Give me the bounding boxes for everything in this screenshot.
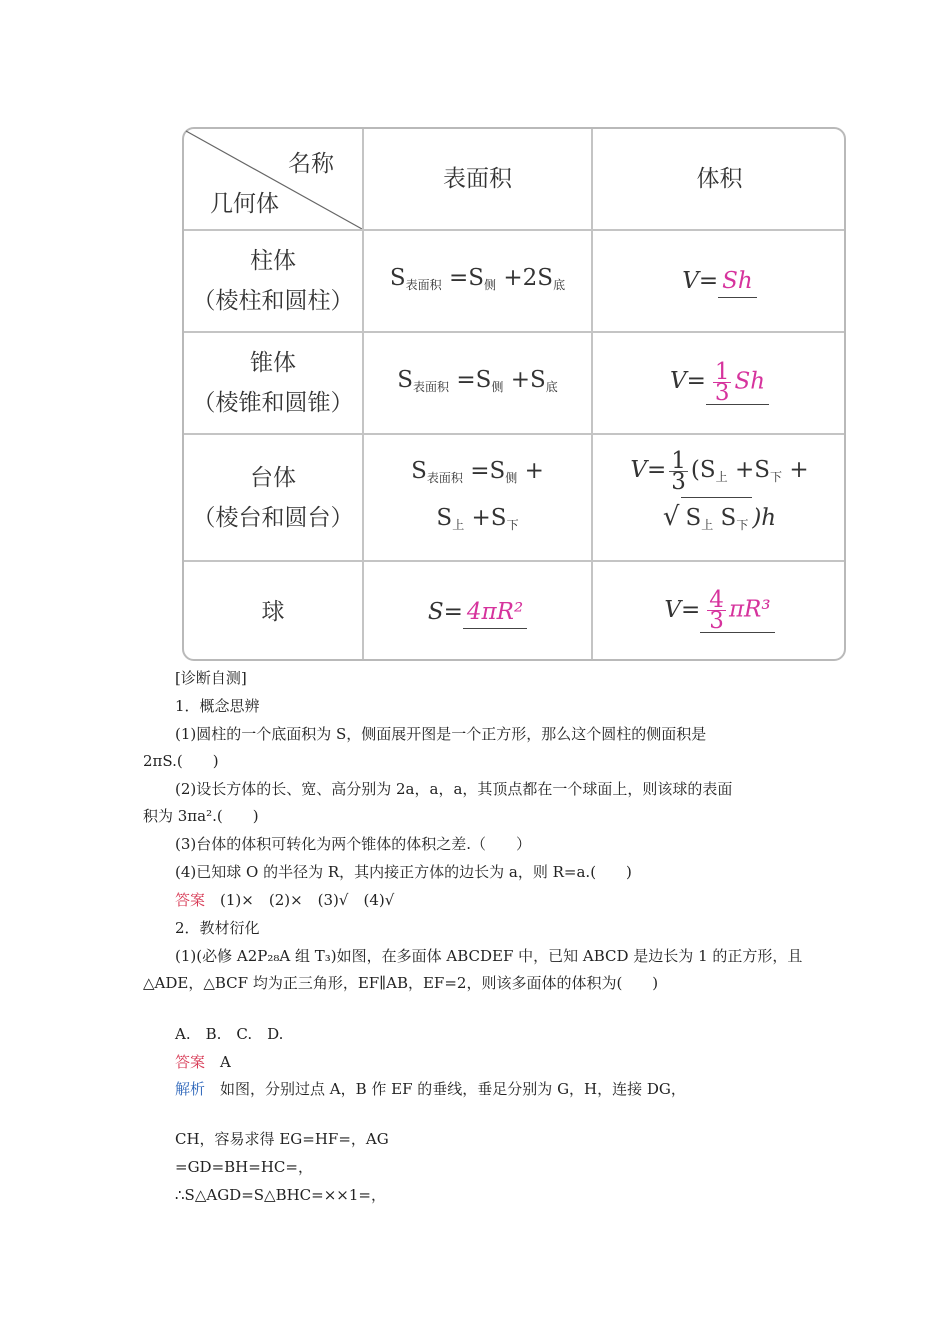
row-name: 球 [261,598,285,625]
analysis-line4: ∴S△AGD=S△BHC=××1=， [175,1186,386,1204]
formula-table [182,127,846,661]
question-1-1-line1: (1)圆柱的一个底面积为 S，侧面展开图是一个正方形，那么这个圆柱的侧面积是 [175,725,707,743]
question-1-3: (3)台体的体积可转化为两个锥体的体积之差.（ ） [175,835,532,853]
analysis-label: 解析 [175,1080,206,1098]
question-1-title: 1．概念思辨 [175,697,260,715]
formula: V= Sh [682,261,756,301]
row-pyramid-name [184,333,362,433]
formula: $S_{表面积} =S_侧 +2S_底$ [389,264,566,292]
row-name: 柱体 [250,248,296,274]
pyramid-surface-formula [364,333,591,433]
question-2-1-line2: △ADE，△BCF 均为正三角形，EF∥AB，EF=2，则该多面体的体积为( ) [143,974,659,992]
row-frustum-name [184,435,362,560]
header-corner-name: 名称 [288,151,334,177]
answer-text: A [220,1053,231,1071]
formula: V= $\frac{1}{3}$ Sh [670,361,769,405]
header-corner-solid: 几何体 [210,191,279,217]
question-1-4: (4)已知球 O 的半径为 R，其内接正方体的边长为 a，则 R=a.( ) [175,863,632,881]
question-1-2-line1: (2)设长方体的长、宽、高分别为 2a，a，a，其顶点都在一个球面上，则该球的表面 [175,780,733,798]
sphere-surface-formula [364,562,591,661]
pyramid-volume-formula [593,333,846,433]
header-volume [593,129,846,229]
prism-surface-formula [364,231,591,331]
row-subname: （棱台和圆台） [192,504,354,531]
question-1-1-line2: 2πS.( ) [143,752,219,770]
answer-2 [175,1052,231,1072]
answer-text: (1)× (2)× (3)√ (4)√ [220,891,395,909]
answer-label: 答案 [175,891,206,909]
header-surface-area [364,129,591,229]
analysis-line3: =GD=BH=HC=， [175,1158,313,1176]
row-sphere-name [184,562,362,661]
row-subname: （棱锥和圆锥） [192,390,354,416]
formula: √ $S_上$ $S_下$ )h [663,497,776,545]
formula: V= $\frac{1}{3}$ ($S_上 +S_下$ + [630,447,809,495]
frustum-surface-formula [364,435,591,560]
answer-label: 答案 [175,1053,206,1071]
analysis-text: 如图，分别过点 A，B 作 EF 的垂线，垂足分别为 G，H，连接 DG， [205,1080,686,1098]
question-1-2-line2: 积为 3πa².( ) [143,807,259,825]
formula: $S_{表面积} =S_侧$ + [411,457,544,485]
row-name: 锥体 [250,350,296,376]
sphere-volume-formula [593,562,846,661]
analysis-line2: CH，容易求得 EG=HF=，AG [175,1130,389,1148]
formula: S= 4πR² [428,592,527,632]
row-subname: （棱柱和圆柱） [192,288,354,314]
section-label: [诊断自测] [175,669,247,687]
frustum-volume-formula [593,435,846,560]
header-surface-label: 表面积 [443,166,512,192]
question-2-1-line1: (1)(必修 A2P₂₈A 组 T₃)如图，在多面体 ABCDEF 中，已知 ABCD 是边长为 1 的正方形，且 [175,947,803,965]
analysis-line1 [175,1079,686,1099]
formula: $S_上 +S_下$ [436,504,519,532]
answer-choices: A. B. C. D. [175,1025,284,1043]
answer-1 [175,890,394,910]
question-2-title: 2．教材衍化 [175,919,260,937]
prism-volume-formula [593,231,846,331]
row-name: 台体 [250,464,296,491]
row-prism-name [184,231,362,331]
formula: $S_{表面积} =S_侧 +S_底$ [397,366,558,394]
formula: V= $\frac{4}{3}$ πR³ [664,590,774,634]
header-volume-label: 体积 [696,166,743,192]
